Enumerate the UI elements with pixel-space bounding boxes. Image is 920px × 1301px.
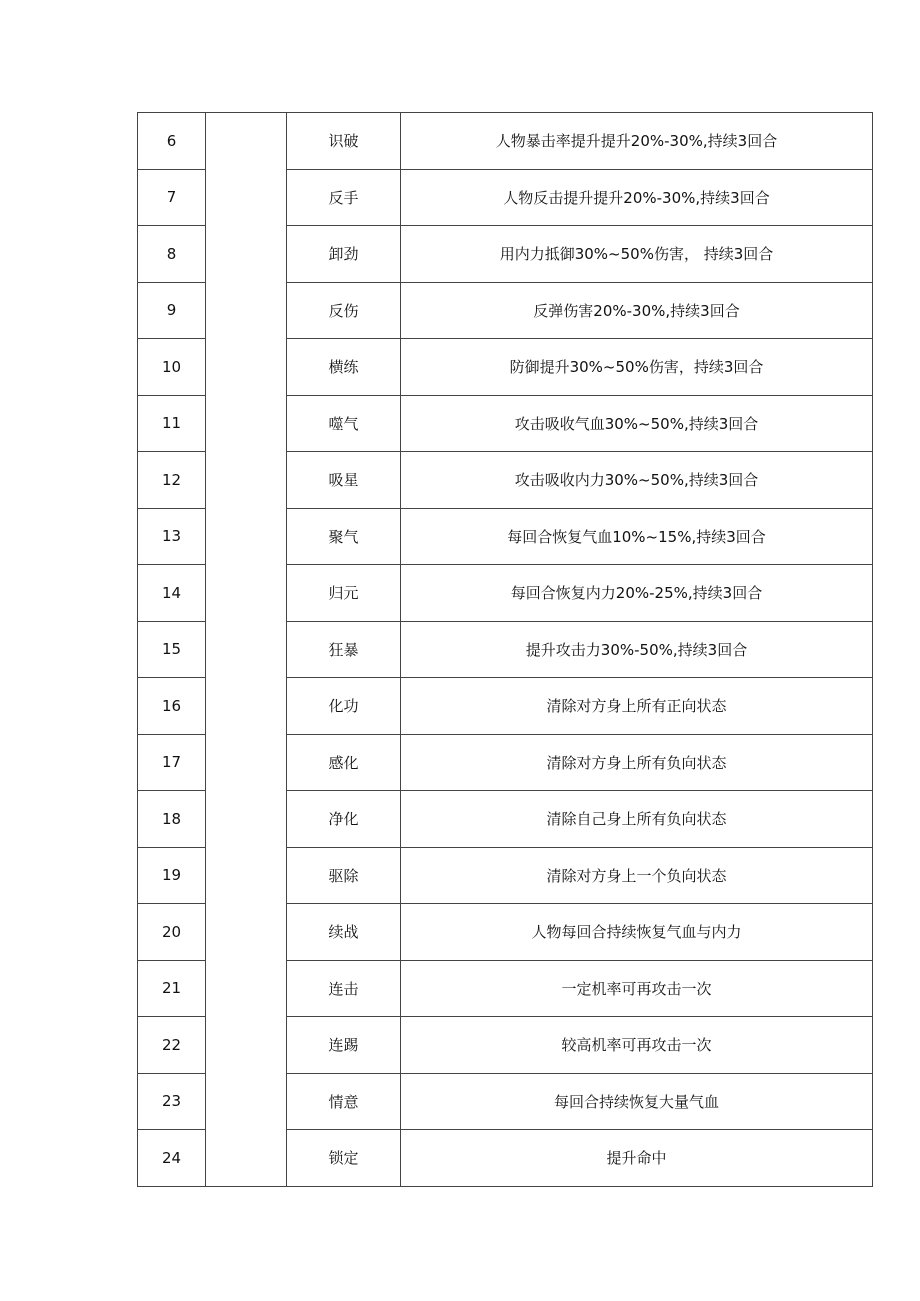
row-number-cell: 20 xyxy=(138,904,206,961)
skill-desc-cell: 人物每回合持续恢复气血与内力 xyxy=(401,904,873,961)
row-number-cell: 7 xyxy=(138,169,206,226)
row-number-cell: 13 xyxy=(138,508,206,565)
skill-desc-cell: 清除对方身上一个负向状态 xyxy=(401,847,873,904)
row-number-cell: 11 xyxy=(138,395,206,452)
skill-name-cell: 驱除 xyxy=(287,847,401,904)
skill-desc-cell: 清除对方身上所有正向状态 xyxy=(401,678,873,735)
skills-table-body xyxy=(138,113,873,1187)
row-number-cell: 15 xyxy=(138,621,206,678)
skill-desc-cell: 较高机率可再攻击一次 xyxy=(401,1017,873,1074)
skill-desc-cell: 防御提升30%~50%伤害，持续3回合 xyxy=(401,339,873,396)
skill-desc-cell: 每回合恢复气血10%~15%,持续3回合 xyxy=(401,508,873,565)
row-number-cell: 17 xyxy=(138,734,206,791)
skill-desc-cell: 人物反击提升提升20%-30%,持续3回合 xyxy=(401,169,873,226)
skill-desc-cell: 攻击吸收气血30%~50%,持续3回合 xyxy=(401,395,873,452)
row-number-cell: 6 xyxy=(138,113,206,170)
skill-desc-cell: 用内力抵御30%~50%伤害， 持续3回合 xyxy=(401,226,873,283)
skill-desc-cell: 人物暴击率提升提升20%-30%,持续3回合 xyxy=(401,113,873,170)
skill-name-cell: 连击 xyxy=(287,960,401,1017)
skills-table xyxy=(137,112,873,1187)
row-number-cell: 18 xyxy=(138,791,206,848)
row-number-cell: 12 xyxy=(138,452,206,509)
skill-name-cell: 净化 xyxy=(287,791,401,848)
skill-name-cell: 感化 xyxy=(287,734,401,791)
skill-name-cell: 归元 xyxy=(287,565,401,622)
skill-name-cell: 情意 xyxy=(287,1073,401,1130)
skill-desc-cell: 清除对方身上所有负向状态 xyxy=(401,734,873,791)
skill-desc-cell: 提升命中 xyxy=(401,1130,873,1187)
skill-name-cell: 连踢 xyxy=(287,1017,401,1074)
row-number-cell: 22 xyxy=(138,1017,206,1074)
row-number-cell: 10 xyxy=(138,339,206,396)
table-row xyxy=(138,113,873,170)
skill-name-cell: 锁定 xyxy=(287,1130,401,1187)
row-number-cell: 9 xyxy=(138,282,206,339)
category-cell xyxy=(206,113,287,1187)
skill-name-cell: 反手 xyxy=(287,169,401,226)
skill-name-cell: 聚气 xyxy=(287,508,401,565)
row-number-cell: 21 xyxy=(138,960,206,1017)
skill-desc-cell: 一定机率可再攻击一次 xyxy=(401,960,873,1017)
row-number-cell: 23 xyxy=(138,1073,206,1130)
row-number-cell: 16 xyxy=(138,678,206,735)
skill-desc-cell: 清除自己身上所有负向状态 xyxy=(401,791,873,848)
skill-name-cell: 识破 xyxy=(287,113,401,170)
skill-desc-cell: 攻击吸收内力30%~50%,持续3回合 xyxy=(401,452,873,509)
skill-name-cell: 噬气 xyxy=(287,395,401,452)
skill-desc-cell: 每回合恢复内力20%-25%,持续3回合 xyxy=(401,565,873,622)
row-number-cell: 8 xyxy=(138,226,206,283)
row-number-cell: 24 xyxy=(138,1130,206,1187)
skill-name-cell: 吸星 xyxy=(287,452,401,509)
skill-desc-cell: 每回合持续恢复大量气血 xyxy=(401,1073,873,1130)
skill-name-cell: 化功 xyxy=(287,678,401,735)
row-number-cell: 19 xyxy=(138,847,206,904)
skill-name-cell: 卸劲 xyxy=(287,226,401,283)
skill-name-cell: 横练 xyxy=(287,339,401,396)
skill-name-cell: 续战 xyxy=(287,904,401,961)
skill-name-cell: 狂暴 xyxy=(287,621,401,678)
skill-desc-cell: 提升攻击力30%-50%,持续3回合 xyxy=(401,621,873,678)
row-number-cell: 14 xyxy=(138,565,206,622)
skill-name-cell: 反伤 xyxy=(287,282,401,339)
skill-desc-cell: 反弹伤害20%-30%,持续3回合 xyxy=(401,282,873,339)
